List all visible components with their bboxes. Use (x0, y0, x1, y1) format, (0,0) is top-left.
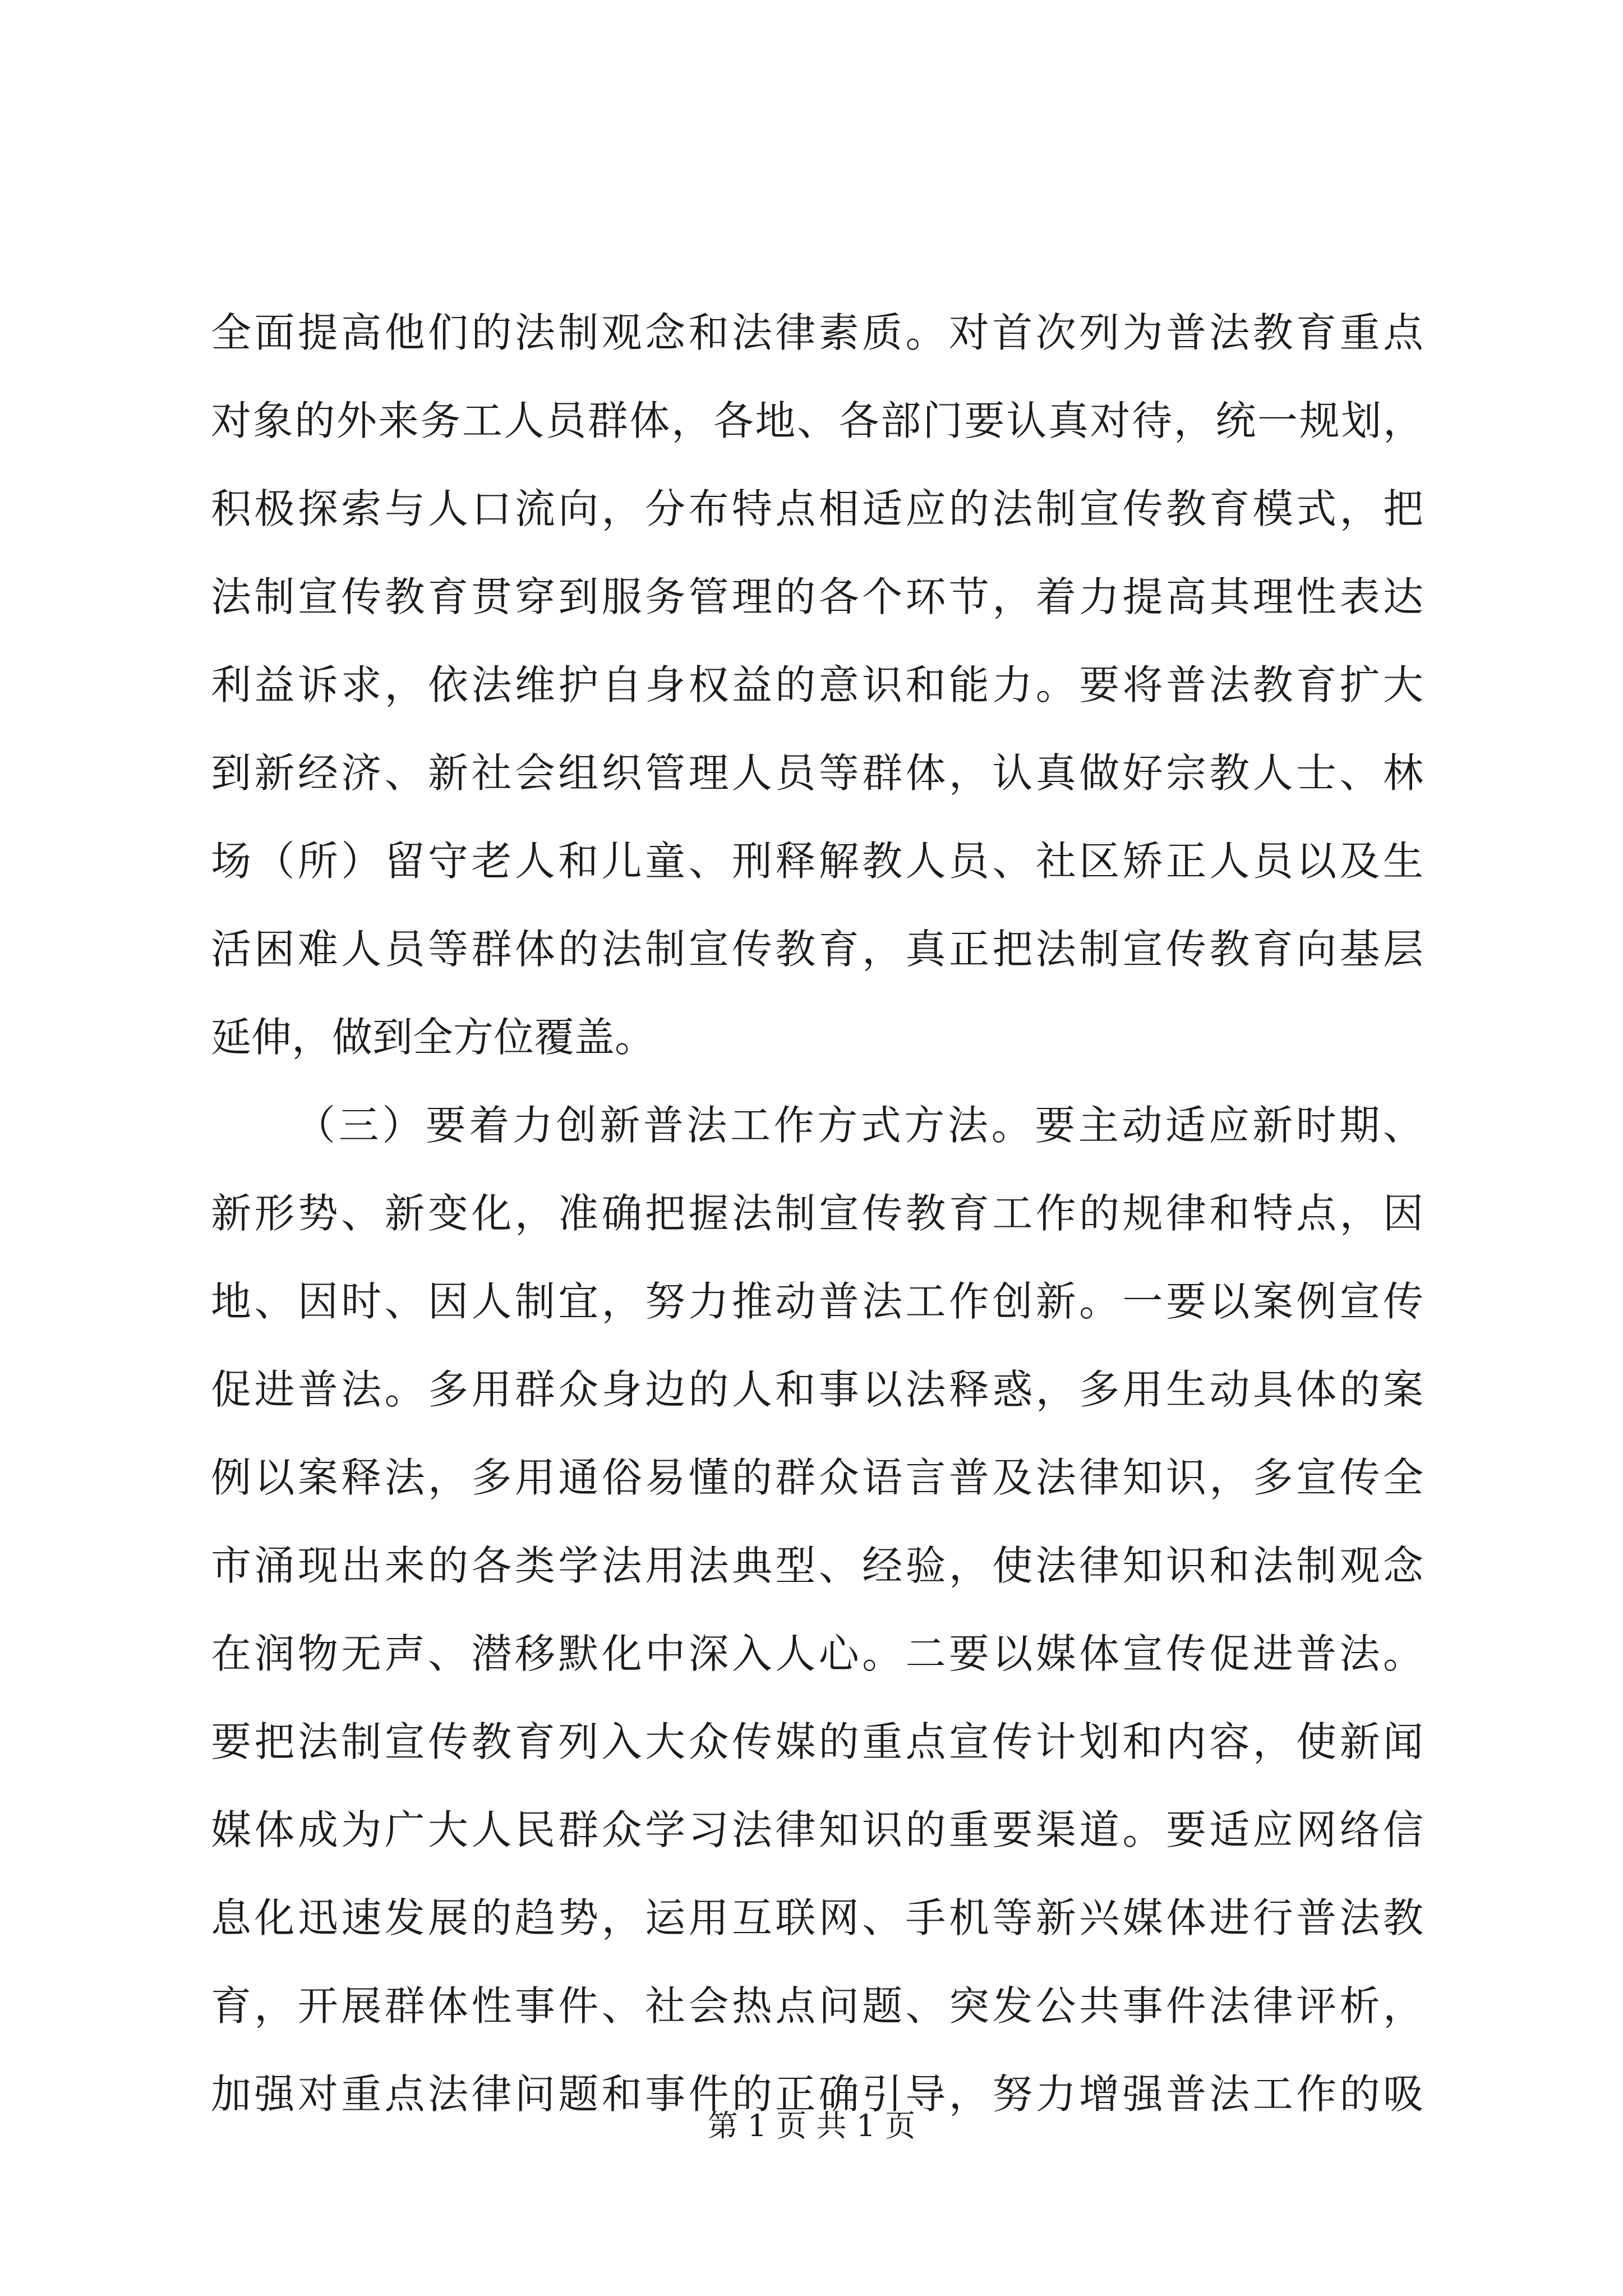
paragraph (211, 1082, 1423, 2138)
text-line: 新形势、新变化，准确把握法制宣传教育工作的规律和特点，因 (211, 1190, 1423, 1237)
text-line: 延伸，做到全方位覆盖。 (211, 1014, 656, 1061)
text-line: 息化迅速发展的趋势，运用互联网、手机等新兴媒体进行普法教 (211, 1894, 1423, 1941)
page-footer (0, 2106, 1623, 2146)
paragraph (211, 289, 1423, 1082)
text-line: 媒体成为广大人民群众学习法律知识的重要渠道。要适应网络信 (211, 1806, 1423, 1853)
text-line: 加强对重点法律问题和事件的正确引导，努力增强普法工作的吸 (211, 2070, 1423, 2118)
document-body (211, 289, 1423, 2138)
page-number: 第 1 页 共 1 页 (707, 2108, 916, 2143)
text-line: 到新经济、新社会组织管理人员等群体，认真做好宗教人士、林 (211, 749, 1423, 797)
text-line: 在润物无声、潜移默化中深入人心。二要以媒体宣传促进普法。 (211, 1630, 1423, 1677)
text-line: 促进普法。多用群众身边的人和事以法释惑，多用生动具体的案 (211, 1366, 1423, 1413)
text-line: 市涌现出来的各类学法用法典型、经验，使法律知识和法制观念 (211, 1542, 1423, 1589)
text-line: 地、因时、因人制宜，努力推动普法工作创新。一要以案例宣传 (211, 1278, 1423, 1325)
text-line: 积极探索与人口流向，分布特点相适应的法制宣传教育模式，把 (211, 485, 1423, 532)
text-line: 场（所）留守老人和儿童、刑释解教人员、社区矫正人员以及生 (211, 838, 1423, 885)
text-line: 活困难人员等群体的法制宣传教育，真正把法制宣传教育向基层 (211, 926, 1423, 973)
text-line: 法制宣传教育贯穿到服务管理的各个环节，着力提高其理性表达 (211, 573, 1423, 620)
text-line: 要把法制宣传教育列入大众传媒的重点宣传计划和内容，使新闻 (211, 1718, 1423, 1765)
text-line: （三）要着力创新普法工作方式方法。要主动适应新时期、 (295, 1102, 1423, 1149)
text-line: 利益诉求，依法维护自身权益的意识和能力。要将普法教育扩大 (211, 661, 1423, 708)
text-line: 例以案释法，多用通俗易懂的群众语言普及法律知识，多宣传全 (211, 1454, 1423, 1501)
text-line: 全面提高他们的法制观念和法律素质。对首次列为普法教育重点 (211, 309, 1423, 356)
text-line: 育，开展群体性事件、社会热点问题、突发公共事件法律评析， (211, 1982, 1423, 2030)
text-line: 对象的外来务工人员群体，各地、各部门要认真对待，统一规划， (211, 397, 1423, 444)
